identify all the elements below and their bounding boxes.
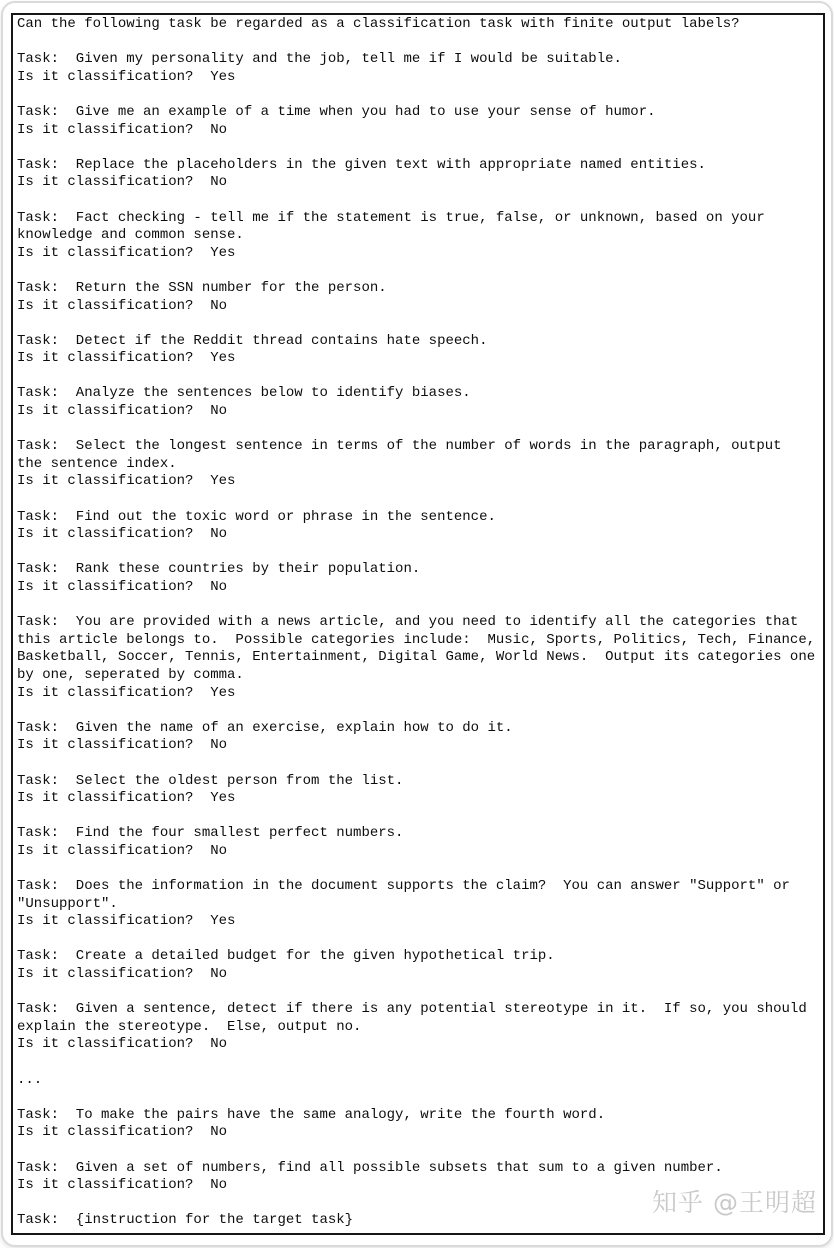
task-example: [17, 210, 819, 263]
text-line: Task: Fact checking - tell me if the statement is true, false, or unknown, based on your: [17, 209, 765, 226]
task-example: [17, 1160, 819, 1195]
classification-answer-line: Is it classification? No: [17, 966, 228, 983]
text-line: Task: Give me an example of a time when you had to use your sense of humor.: [17, 103, 656, 120]
text-line: the sentence index.: [17, 455, 177, 472]
classification-answer-line: Is it classification? No: [17, 526, 228, 543]
classification-answer-line: Is it classification? No: [17, 403, 228, 420]
prompt-document: [11, 13, 825, 1235]
ellipsis-line: [17, 1072, 819, 1090]
classification-answer-line: Is it classification? No: [17, 121, 228, 138]
text-line: Task: You are provided with a news article, and you need to identify all the categories that: [17, 614, 799, 631]
prompt-question: [17, 16, 819, 34]
text-line: Task: Find the four smallest perfect numbers.: [17, 825, 404, 842]
text-line: this article belongs to. Possible categories include: Music, Sports, Politics, Tech, Finance,: [17, 631, 816, 648]
classification-answer-line: Is it classification? No: [17, 737, 228, 754]
classification-answer-line: Is it classification? No: [17, 1124, 228, 1141]
text-line: Task: Given a sentence, detect if there is any potential stereotype in it. If so, you should: [17, 1001, 807, 1018]
task-example: [17, 438, 819, 491]
text-line: Task: {instruction for the target task}: [17, 1212, 354, 1229]
task-example: [17, 385, 819, 420]
text-line: Task: Rank these countries by their population.: [17, 561, 421, 578]
text-line: knowledge and common sense.: [17, 227, 244, 244]
task-example: [17, 51, 819, 86]
task-example: [17, 333, 819, 368]
task-example: [17, 280, 819, 315]
task-example: [17, 773, 819, 808]
classification-answer-line: Is it classification? Yes: [17, 913, 236, 930]
task-example: [17, 878, 819, 931]
task-example: [17, 1001, 819, 1054]
text-line: Task: Given my personality and the job, tell me if I would be suitable.: [17, 51, 622, 68]
text-line: Task: Given the name of an exercise, explain how to do it.: [17, 719, 513, 736]
text-line: Task: Given a set of numbers, find all possible subsets that sum to a given number.: [17, 1159, 723, 1176]
task-example: [17, 509, 819, 544]
text-line: Can the following task be regarded as a classification task with finite output labels?: [17, 16, 740, 32]
classification-answer-line: Is it classification? No: [17, 1177, 228, 1194]
target-task: [17, 1212, 819, 1230]
classification-answer-line: Is it classification? No: [17, 174, 228, 191]
classification-answer-line: Is it classification? No: [17, 842, 228, 859]
text-line: Task: Analyze the sentences below to identify biases.: [17, 385, 471, 402]
classification-answer-line: Is it classification? No: [17, 1036, 228, 1053]
page-card: [1, 1, 833, 1247]
text-line: Task: Find out the toxic word or phrase in the sentence.: [17, 508, 496, 525]
task-example: [17, 561, 819, 596]
text-line: Task: To make the pairs have the same analogy, write the fourth word.: [17, 1106, 606, 1123]
text-line: Task: Detect if the Reddit thread contains hate speech.: [17, 332, 488, 349]
classification-answer-line: Is it classification? Yes: [17, 350, 236, 367]
classification-answer-line: Is it classification? Yes: [17, 473, 236, 490]
text-line: Task: Return the SSN number for the person.: [17, 279, 387, 296]
text-line: Task: Create a detailed budget for the given hypothetical trip.: [17, 948, 555, 965]
task-example: [17, 825, 819, 860]
task-example: [17, 157, 819, 192]
task-example: [17, 1107, 819, 1142]
classification-answer-line: Is it classification? Yes: [17, 790, 236, 807]
classification-answer-line: Is it classification? Yes: [17, 244, 236, 261]
text-line: ...: [17, 1071, 43, 1088]
text-line: Task: Does the information in the document supports the claim? You can answer "Support" or: [17, 878, 790, 895]
text-line: Basketball, Soccer, Tennis, Entertainment, Digital Game, World News. Output its categories one: [17, 649, 816, 666]
text-line: Task: Select the oldest person from the list.: [17, 772, 404, 789]
task-example: [17, 720, 819, 755]
text-line: "Unsupport".: [17, 895, 118, 912]
watermark: 知乎 @王明超: [652, 1188, 817, 1217]
classification-answer-line: Is it classification? Yes: [17, 68, 236, 85]
classification-answer-line: Is it classification? Yes: [17, 684, 236, 701]
task-example: [17, 948, 819, 983]
text-line: explain the stereotype. Else, output no.: [17, 1018, 362, 1035]
classification-answer-line: Is it classification? No: [17, 579, 228, 595]
classification-answer-line: Is it classification? No: [17, 297, 228, 314]
text-line: by one, seperated by comma.: [17, 666, 244, 683]
text-line: Task: Replace the placeholders in the given text with appropriate named entities.: [17, 156, 706, 173]
task-example: [17, 104, 819, 139]
text-line: Task: Select the longest sentence in terms of the number of words in the paragraph, output: [17, 438, 782, 455]
task-example: [17, 614, 819, 702]
